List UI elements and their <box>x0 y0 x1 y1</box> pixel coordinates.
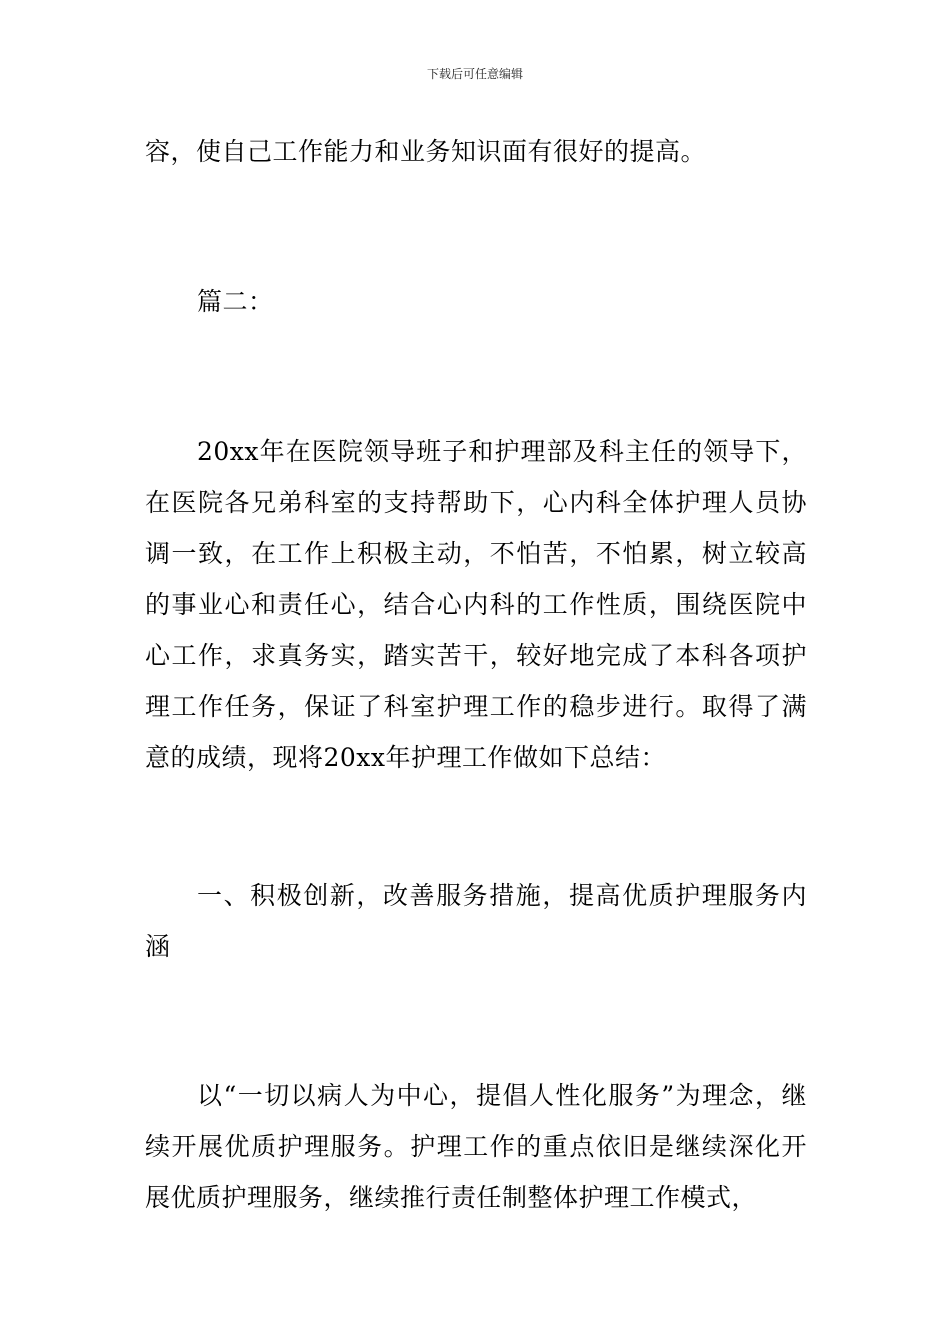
section-heading: 一、积极创新，改善服务措施，提高优质护理服务内涵 <box>145 881 807 961</box>
intro-paragraph: 20xx年在医院领导班子和护理部及科主任的领导下，在医院各兄弟科室的支持帮助下，心内科全体护理人员协调一致，在工作上积极主动，不怕苦，不怕累，树立较高的事业心和责任心，结合心内科的工作性质，围绕医院中心工作，求真务实，踏实苦干，较好地完成了本科各项护理工作任务，保证了科室护理工作的稳步进行。取得了满意的成绩，现将20xx年护理工作做如下总结： <box>145 437 807 772</box>
part-heading: 篇二： <box>197 287 274 316</box>
page-header: 下载后可任意编辑 <box>426 67 523 81</box>
continuation-paragraph: 容，使自己工作能力和业务知识面有很好的提高。 <box>145 137 707 166</box>
section-body-paragraph: 以“一切以病人为中心，提倡人性化服务”为理念，继续开展优质护理服务。护理工作的重点依旧是继续深化开展优质护理服务，继续推行责任制整体护理工作模式， <box>145 1081 807 1212</box>
